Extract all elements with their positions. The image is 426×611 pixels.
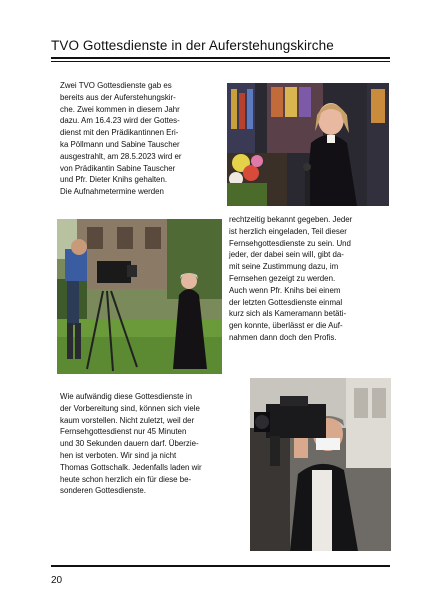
text-line: Fernsehen gezeigt zu werden. bbox=[229, 273, 336, 283]
text-line: ka Pöllmann und Sabine Tauscher bbox=[60, 139, 180, 149]
text-line: mit seine Zustimmung dazu, im bbox=[229, 262, 339, 272]
text-line: Die Aufnahmetermine werden bbox=[60, 187, 164, 197]
text-line: Fernsehgottesdienste zu sein. Und bbox=[229, 238, 351, 248]
text-line: der Vorbereitung sind, können sich viele bbox=[60, 403, 200, 413]
text-line: Thomas Gottschalk. Jedenfalls laden wir bbox=[60, 462, 202, 472]
text-line: rechtzeitig bekannt gegeben. Jeder bbox=[229, 215, 353, 224]
text-line: bereits aus der Auferstehungskir- bbox=[60, 92, 176, 102]
photo-preacher-altar bbox=[227, 83, 389, 206]
text-line: dienst mit den Prädikantinnen Eri- bbox=[60, 128, 179, 138]
photo-cameraman-indoor-graphic bbox=[250, 378, 391, 551]
text-line: und Pfr. Dieter Knihs gehalten. bbox=[60, 175, 168, 185]
text-line: der letzten Gottesdienste einmal bbox=[229, 297, 343, 307]
photo-cameraman-indoor bbox=[250, 378, 391, 551]
text-line: che. Zwei kommen in diesem Jahr bbox=[60, 104, 180, 114]
text-line: dazu. Am 16.4.23 wird der Gottes- bbox=[60, 116, 180, 126]
page-title: TVO Gottesdienste in der Auferstehungskirche bbox=[51, 38, 334, 53]
text-line: Fernsehgottesdienst nur 45 Minuten bbox=[60, 427, 187, 437]
title-rule-thin bbox=[51, 61, 390, 62]
text-line: kaum vorstellen. Nicht zuletzt, weil der bbox=[60, 415, 195, 425]
text-line: Auch wenn Pfr. Knihs bei einem bbox=[229, 285, 341, 295]
text-line: jeder, der dabei sein will, gibt da- bbox=[229, 250, 344, 260]
text-line: ist herzlich eingeladen, Teil dieser bbox=[229, 226, 347, 236]
text-line: von Prädikantin Sabine Tauscher bbox=[60, 163, 176, 173]
text-line: ausgestrahlt, am 28.5.2023 wird er bbox=[60, 151, 182, 161]
photo-camera-outdoor bbox=[57, 219, 222, 374]
paragraph-invitation bbox=[229, 214, 391, 344]
text-line: nahmen dann doch den Profis. bbox=[229, 332, 337, 342]
paragraph-intro bbox=[60, 80, 225, 198]
photo-preacher-altar-graphic bbox=[227, 83, 389, 206]
text-line: und 30 Sekunden dauern darf. Überzie- bbox=[60, 439, 199, 449]
text-line: sonderen Gottesdienste. bbox=[60, 486, 146, 496]
footer-rule bbox=[51, 565, 390, 567]
text-line: Zwei TVO Gottesdienste gab es bbox=[60, 81, 172, 90]
text-line: hen ist verboten. Wir sind ja nicht bbox=[60, 450, 177, 460]
paragraph-preparation bbox=[60, 391, 238, 497]
text-line: Wie aufwändig diese Gottesdienste in bbox=[60, 392, 193, 401]
page-number: 20 bbox=[51, 575, 63, 586]
text-line: kurz sich als Kameramann betäti- bbox=[229, 309, 347, 319]
text-line: gen konnte, überlässt er die Auf- bbox=[229, 321, 343, 331]
text-line: heute schon herzlich ein für diese be- bbox=[60, 474, 192, 484]
title-rule-thick bbox=[51, 57, 390, 59]
photo-camera-outdoor-graphic bbox=[57, 219, 222, 374]
